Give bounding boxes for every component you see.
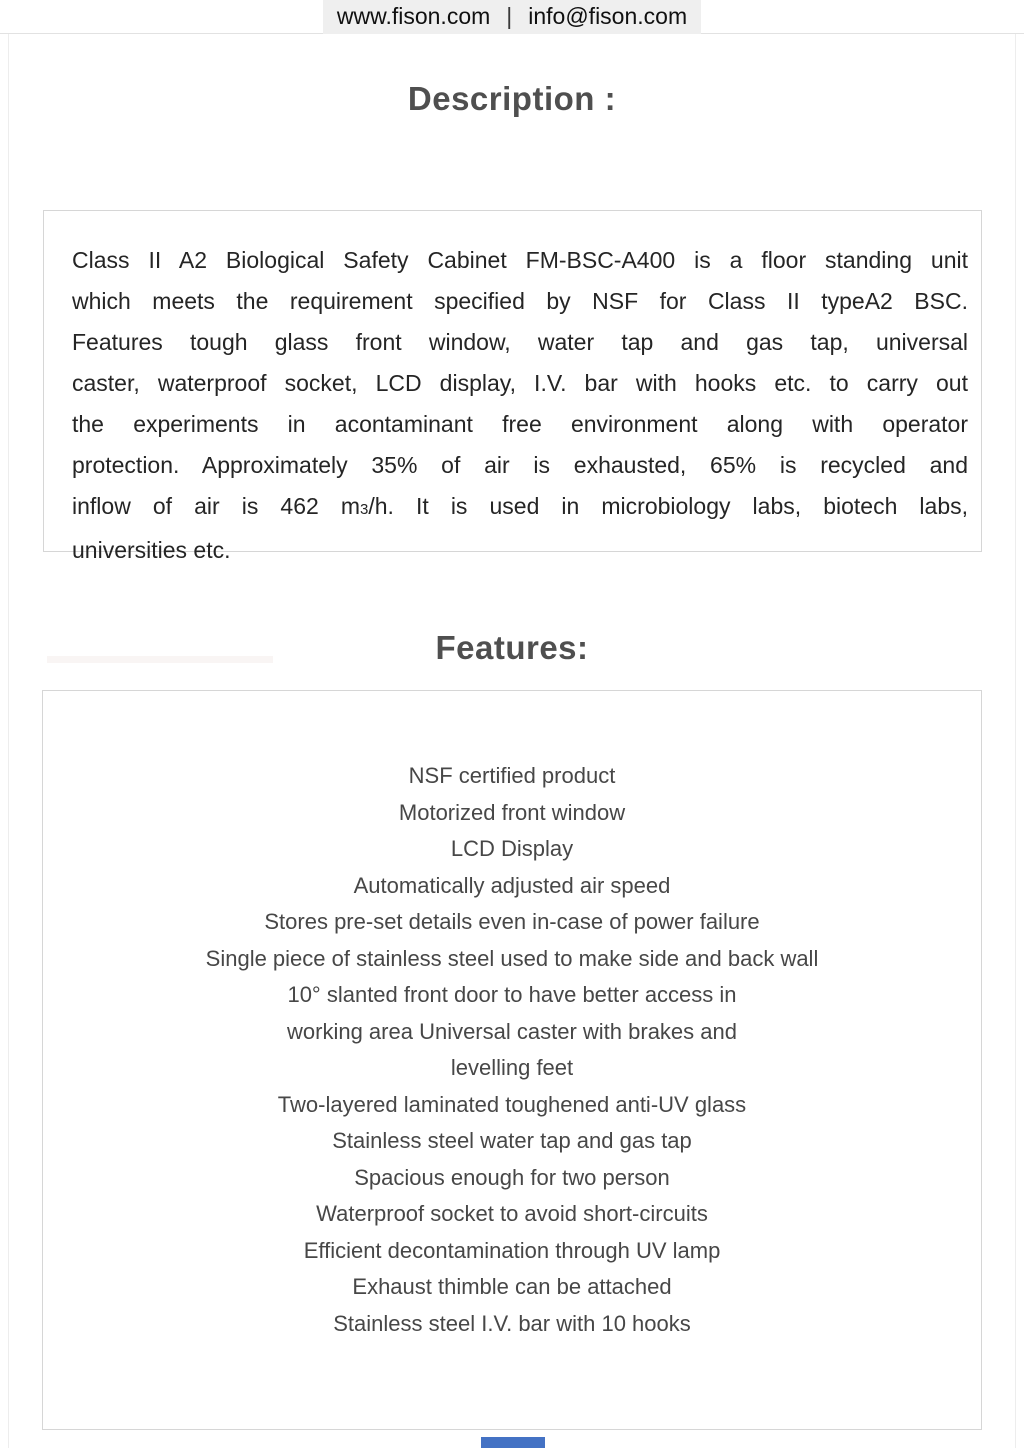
email-link[interactable]: info@fison.com — [528, 3, 688, 29]
feature-item: Stores pre-set details even in-case of power failure — [264, 909, 760, 934]
description-line: which meets the requirement specified by NSF for Class II typeA2 BSC. — [72, 288, 968, 314]
description-box — [43, 210, 982, 563]
feature-item: Exhaust thimble can be attached — [352, 1274, 672, 1299]
feature-item: Two-layered laminated toughened anti-UV glass — [277, 1091, 747, 1117]
decorative-strip — [47, 656, 273, 663]
feature-item: Stainless steel water tap and gas tap — [332, 1128, 692, 1153]
feature-item: Motorized front window — [398, 799, 626, 825]
header-separator: | — [506, 3, 513, 29]
description-line: universities etc. — [72, 537, 231, 563]
description-line-segment: /h. It is used in microbiology labs, biotech labs, — [368, 493, 969, 519]
description-line: Class II A2 Biological Safety Cabinet FM-BSC-A400 is a floor standing unit — [72, 247, 968, 273]
header-bar — [0, 0, 1024, 34]
description-line: caster, waterproof socket, LCD display, I.V. bar with hooks etc. to carry out — [72, 370, 968, 396]
header-contact-chip — [323, 0, 701, 34]
description-line: protection. Approximately 35% of air is exhausted, 65% is recycled and — [72, 452, 968, 478]
description-line — [72, 486, 968, 530]
features-box — [42, 690, 982, 1430]
feature-item: Automatically adjusted air speed — [353, 872, 671, 898]
bottom-accent-marker — [481, 1437, 545, 1448]
description-title: Description : — [407, 80, 617, 117]
description-line: the experiments in acontaminant free environment along with operator — [72, 411, 968, 437]
feature-item: levelling feet — [450, 1055, 574, 1080]
feature-item: LCD Display — [450, 836, 574, 861]
features-title: Features: — [435, 629, 589, 666]
feature-item: Waterproof socket to avoid short-circuits — [316, 1201, 708, 1226]
subscript-3: 3 — [360, 501, 369, 518]
description-line-segment: inflow of air is 462 m — [72, 493, 360, 519]
feature-item: Stainless steel I.V. bar with 10 hooks — [333, 1310, 691, 1336]
website-link[interactable]: www.fison.com — [336, 3, 491, 29]
feature-item: working area Universal caster with brakes and — [287, 1018, 737, 1044]
feature-item: NSF certified product — [408, 763, 616, 788]
feature-item: Single piece of stainless steel used to make side and back wall — [205, 945, 819, 971]
feature-item: 10° slanted front door to have better access in — [287, 982, 737, 1007]
feature-item: Efficient decontamination through UV lamp — [303, 1237, 721, 1263]
feature-item: Spacious enough for two person — [354, 1164, 670, 1190]
description-line: Features tough glass front window, water tap and gas tap, universal — [72, 329, 968, 355]
